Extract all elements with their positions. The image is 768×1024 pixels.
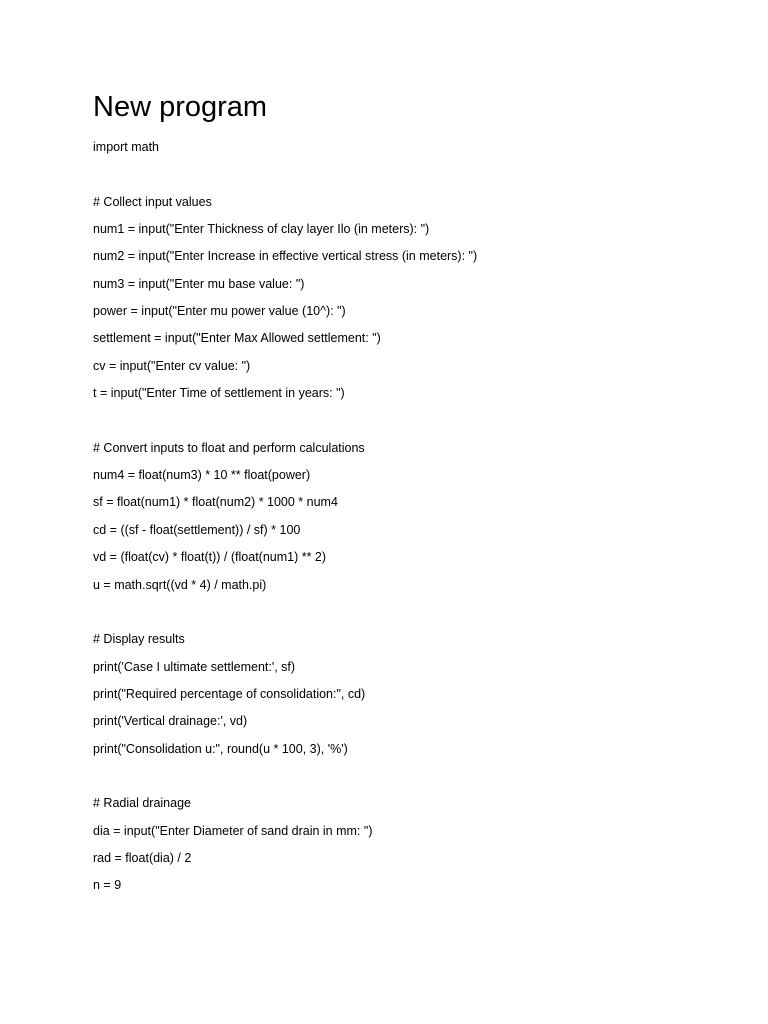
- code-line: [93, 164, 477, 191]
- code-line: cv = input("Enter cv value: "): [93, 358, 251, 373]
- code-line: print("Required percentage of consolidation:", cd): [93, 686, 366, 701]
- code-line: import math: [93, 140, 159, 154]
- code-line: [93, 602, 477, 629]
- code-line: settlement = input("Enter Max Allowed settlement: "): [93, 331, 381, 346]
- code-line: num3 = input("Enter mu base value: "): [93, 276, 305, 291]
- code-line: print("Consolidation u:", round(u * 100, 3), '%'): [93, 741, 348, 756]
- code-line: # Collect input values: [93, 194, 212, 209]
- code-line: num2 = input("Enter Increase in effective vertical stress (in meters): "): [93, 249, 478, 264]
- code-line: print('Vertical drainage:', vd): [93, 714, 248, 729]
- code-line: [93, 766, 477, 793]
- code-line: num1 = input("Enter Thickness of clay layer Ilo (in meters): "): [93, 222, 430, 237]
- code-listing: [93, 137, 477, 903]
- code-line: # Radial drainage: [93, 796, 191, 811]
- code-line: n = 9: [93, 878, 122, 893]
- code-line: sf = float(num1) * float(num2) * 1000 * num4: [93, 495, 338, 510]
- code-line: rad = float(dia) / 2: [93, 850, 192, 865]
- code-line: [93, 410, 477, 437]
- document-title: New program: [93, 91, 268, 123]
- code-line: # Display results: [93, 632, 185, 647]
- code-line: # Convert inputs to float and perform calculations: [93, 440, 365, 455]
- code-line: t = input("Enter Time of settlement in years: "): [93, 386, 345, 401]
- code-line: power = input("Enter mu power value (10^): "): [93, 304, 346, 319]
- code-line: vd = (float(cv) * float(t)) / (float(num1) ** 2): [93, 550, 327, 565]
- code-line: u = math.sqrt((vd * 4) / math.pi): [93, 577, 267, 592]
- code-line: dia = input("Enter Diameter of sand drain in mm: "): [93, 823, 373, 838]
- code-line: num4 = float(num3) * 10 ** float(power): [93, 468, 311, 483]
- code-line: cd = ((sf - float(settlement)) / sf) * 100: [93, 522, 301, 537]
- code-line: print('Case I ultimate settlement:', sf): [93, 659, 296, 674]
